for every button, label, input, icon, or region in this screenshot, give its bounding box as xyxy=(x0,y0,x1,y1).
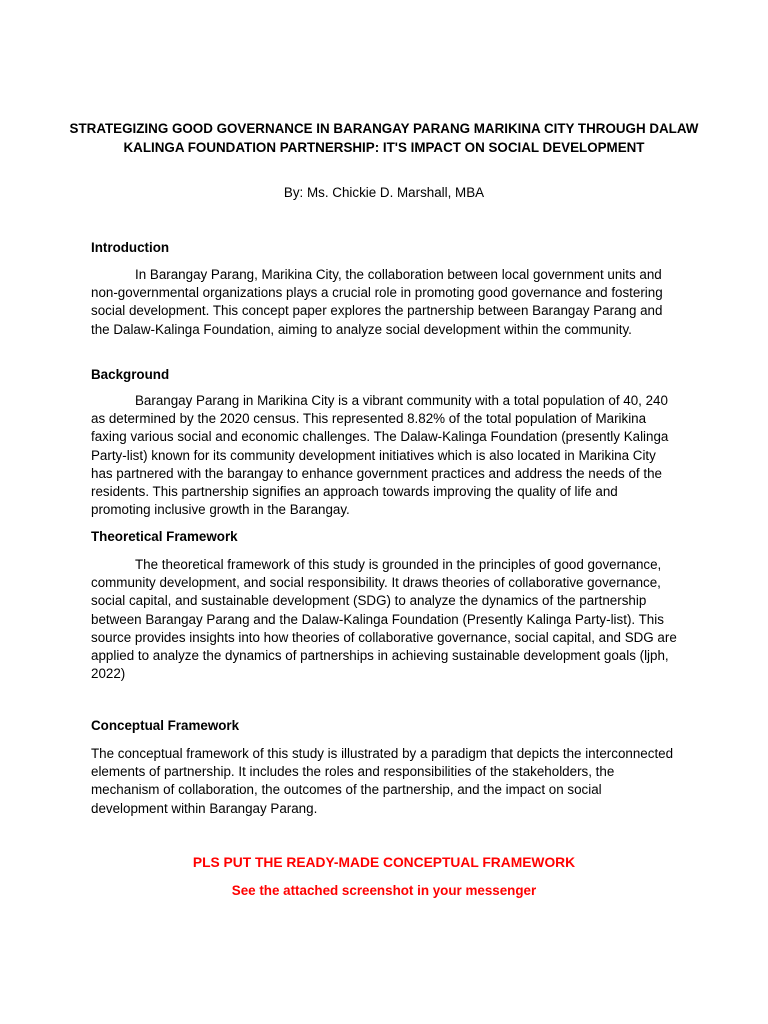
paragraph-background: Barangay Parang in Marikina City is a vibrant community with a total population of 40, 240 as determined by the 2020 census. This represented 8.82% of the total population of Marikina faxing various social and economic challenges. The Dalaw-Kalinga Foundation (presently Kalinga Party-list) known for its community development initiatives which is also located in Marikina City has partnered with the barangay to enhance government practices and address the needs of the residents. This partnership signifies an approach towards improving the quality of life and promoting inclusive growth in the Barangay. xyxy=(91,393,669,518)
document-byline: By: Ms. Chickie D. Marshall, MBA xyxy=(283,185,485,200)
paragraph-conceptual-framework: The conceptual framework of this study is illustrated by a paradigm that depicts the interconnected elements of partnership. It includes the roles and responsibilities of the stakeholders, the mechanism of collaboration, the outcomes of the partnership, and the impact on social development within Barangay Parang. xyxy=(91,746,674,816)
paragraph-theoretical-framework: The theoretical framework of this study is grounded in the principles of good governance, community development, and social responsibility. It draws theories of collaborative governance, social capital, and sustainable development (SDG) to analyze the dynamics of the partnership between Barangay Parang and the Dalaw-Kalinga Foundation (Presently Kalinga Party-list). This source provides insights into how theories of collaborative governance, social capital, and SDG are applied to analyze the dynamics of partnerships in achieving sustainable development goals (ljph, 2022) xyxy=(91,557,677,682)
heading-introduction: Introduction xyxy=(91,240,170,255)
editor-note-secondary: See the attached screenshot in your messenger xyxy=(231,883,537,898)
document-title: STRATEGIZING GOOD GOVERNANCE IN BARANGAY PARANG MARIKINA CITY THROUGH DALAW KALINGA FOUNDATION PARTNERSHIP: IT'S IMPACT ON SOCIAL DEVELOPMENT xyxy=(69,121,699,155)
heading-background: Background xyxy=(91,367,170,382)
heading-conceptual-framework: Conceptual Framework xyxy=(91,718,240,733)
editor-note-primary: PLS PUT THE READY-MADE CONCEPTUAL FRAMEWORK xyxy=(192,855,576,870)
paragraph-introduction: In Barangay Parang, Marikina City, the collaboration between local government units and non-governmental organizations plays a crucial role in promoting good governance and fostering social development. This concept paper explores the partnership between Barangay Parang and the Dalaw-Kalinga Foundation, aiming to analyze social development within the community. xyxy=(91,267,663,337)
heading-theoretical-framework: Theoretical Framework xyxy=(91,529,238,544)
